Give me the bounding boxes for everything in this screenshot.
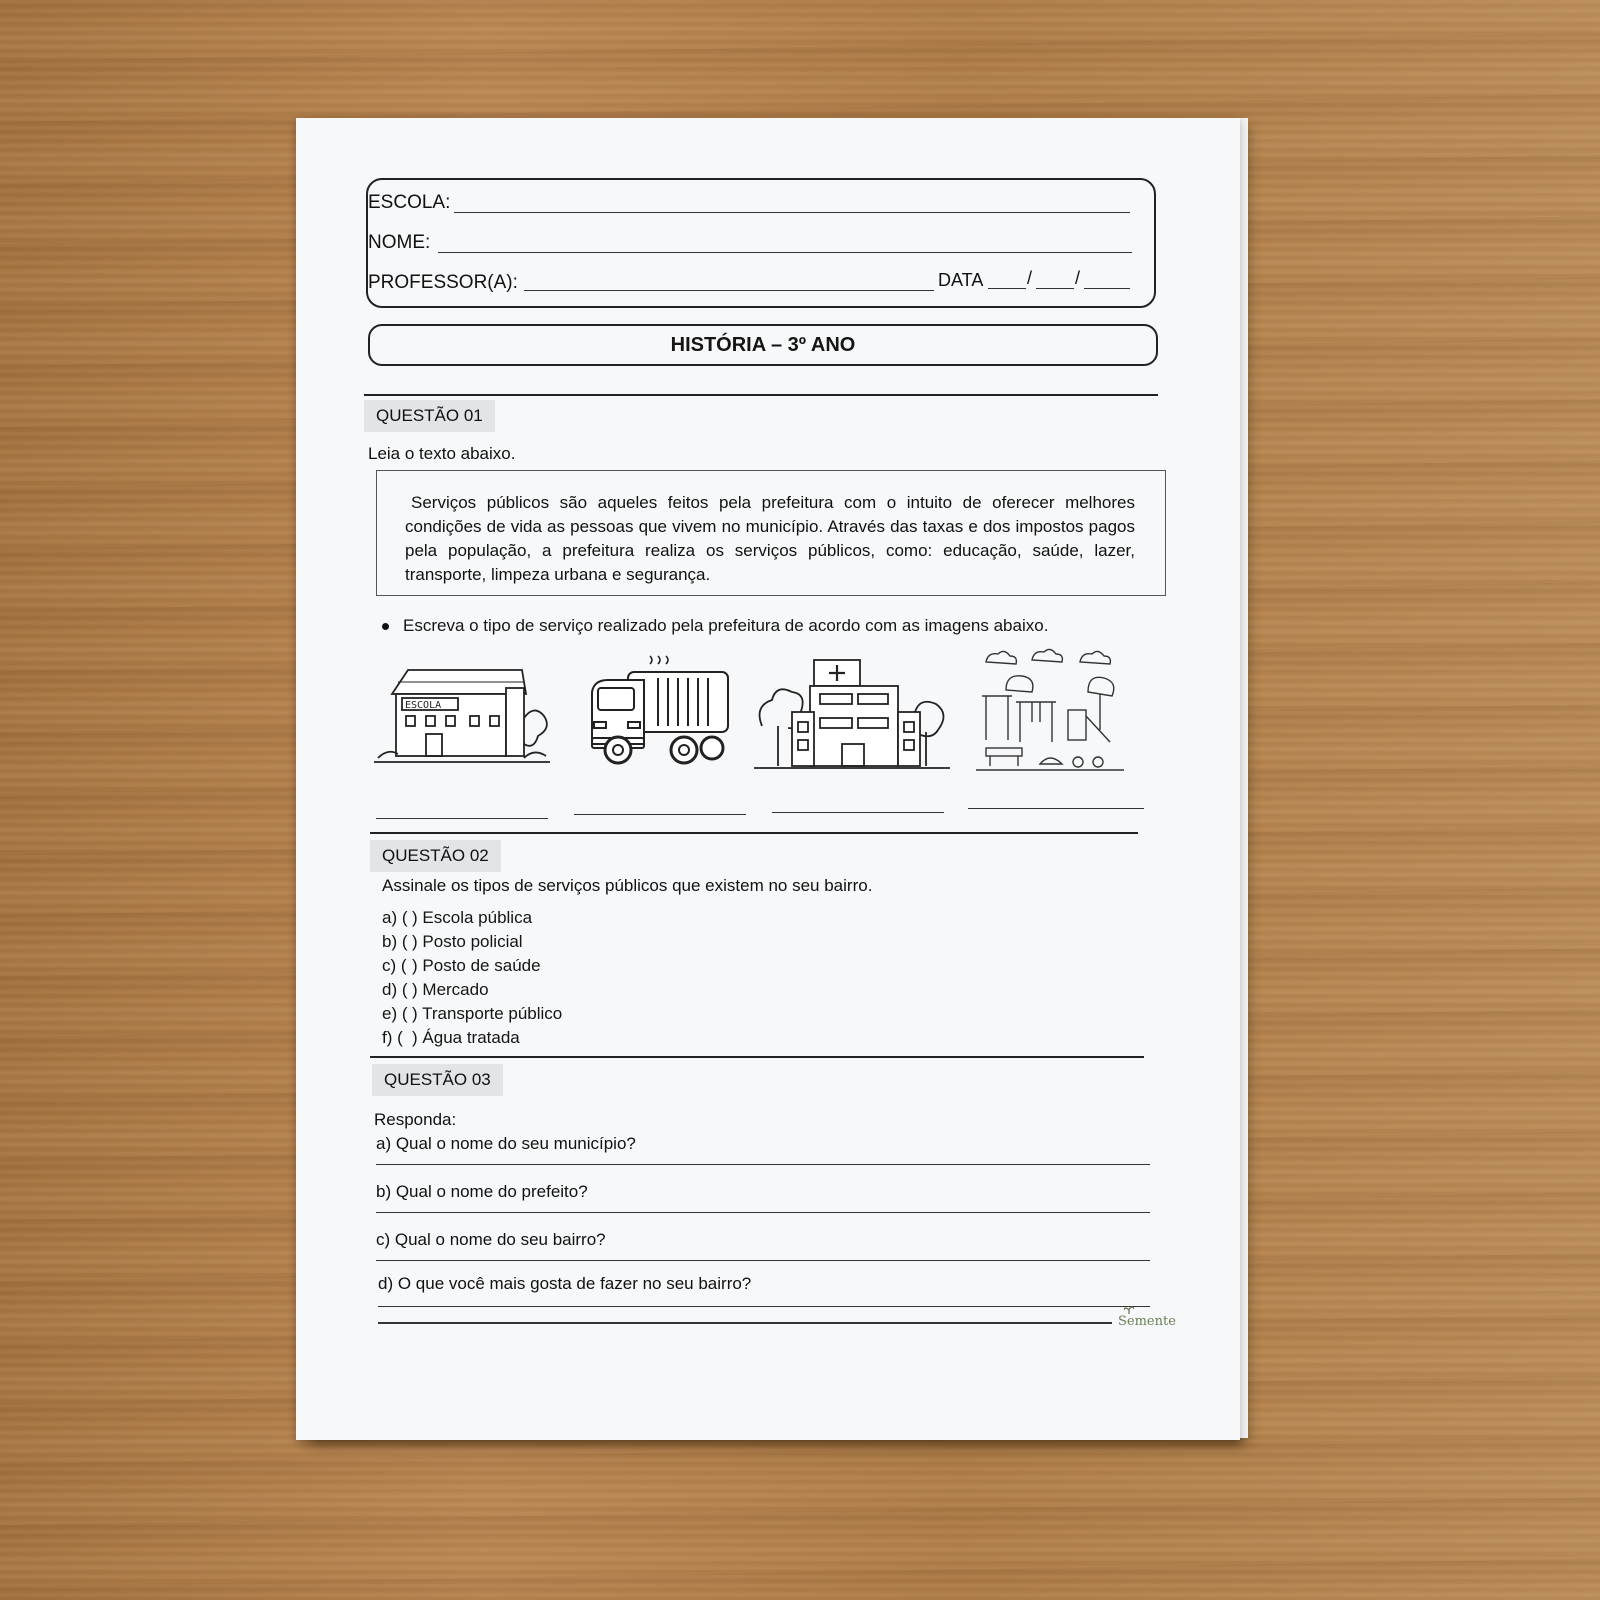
date-slash: / xyxy=(1027,268,1033,288)
question-01-tag: QUESTÃO 01 xyxy=(364,400,495,432)
option-d[interactable] xyxy=(382,980,489,1000)
answer-line-4[interactable] xyxy=(968,808,1144,809)
nome-label: NOME: xyxy=(368,232,431,253)
question-01-intro: Leia o texto abaixo. xyxy=(368,444,516,463)
question-01-instruction xyxy=(382,616,1048,636)
garbage-truck-illustration xyxy=(588,652,738,770)
date-year-field[interactable] xyxy=(1084,288,1130,289)
question-03-tag: QUESTÃO 03 xyxy=(372,1064,503,1096)
nome-field[interactable] xyxy=(438,252,1132,253)
question-03-c: c) Qual o nome do seu bairro? xyxy=(376,1230,606,1249)
bullet-icon xyxy=(382,623,389,630)
option-paren-close: ) xyxy=(412,956,418,975)
question-03-d: d) O que você mais gosta de fazer no seu bairro? xyxy=(378,1274,752,1293)
question-03-a: a) Qual o nome do seu município? xyxy=(376,1134,636,1153)
option-a[interactable] xyxy=(382,908,532,928)
option-c[interactable] xyxy=(382,956,541,976)
answer-line-2[interactable] xyxy=(574,814,746,815)
answer-line-1[interactable] xyxy=(376,818,548,819)
subject-title-box xyxy=(368,324,1158,366)
option-paren-close: ) xyxy=(412,908,418,927)
option-text: Água tratada xyxy=(422,1028,520,1047)
option-paren-close: ) xyxy=(412,980,418,999)
reading-text-box xyxy=(376,470,1166,596)
professor-field[interactable] xyxy=(524,290,934,291)
option-paren-close: ) xyxy=(412,1004,418,1023)
school-illustration xyxy=(374,658,550,770)
subject-title: HISTÓRIA – 3º ANO xyxy=(670,333,856,356)
option-e[interactable] xyxy=(382,1004,562,1024)
question-03-b: b) Qual o nome do prefeito? xyxy=(376,1182,588,1201)
option-text: Mercado xyxy=(422,980,489,999)
option-text: Escola pública xyxy=(422,908,533,927)
escola-field[interactable] xyxy=(454,212,1130,213)
professor-label: PROFESSOR(A): xyxy=(368,272,518,293)
option-text: Transporte público xyxy=(422,1004,563,1023)
hospital-illustration xyxy=(754,656,950,774)
answer-line-c[interactable] xyxy=(376,1260,1150,1261)
date-slash: / xyxy=(1075,268,1081,288)
answer-line-3[interactable] xyxy=(772,812,944,813)
option-text: Posto policial xyxy=(422,932,523,951)
brand-logo: Semente xyxy=(1118,1314,1176,1329)
section-divider xyxy=(364,394,1158,396)
section-divider xyxy=(370,832,1138,834)
option-letter: d) ( xyxy=(382,980,408,999)
question-02-intro: Assinale os tipos de serviços públicos que existem no seu bairro. xyxy=(382,876,873,895)
question-02-tag: QUESTÃO 02 xyxy=(370,840,501,872)
date-month-field[interactable] xyxy=(1036,288,1074,289)
date-day-field[interactable] xyxy=(988,288,1026,289)
data-label: DATA xyxy=(938,270,984,290)
option-paren-close: ) xyxy=(412,932,418,951)
escola-label: ESCOLA: xyxy=(368,192,451,213)
answer-line-b[interactable] xyxy=(376,1212,1150,1213)
option-f[interactable] xyxy=(382,1028,520,1048)
option-letter: e) ( xyxy=(382,1004,408,1023)
reading-text: Serviços públicos são aqueles feitos pela prefeitura com o intuito de oferecer melhores condições de vida as pessoas que vivem no município. Através das taxas e dos impostos pagos pela população, a prefeitura realiza os serviços públicos, como: educação, saúde, lazer, transporte, limpeza urbana e segurança. xyxy=(405,493,1135,584)
answer-line-d[interactable] xyxy=(378,1306,1150,1307)
seedling-icon xyxy=(1124,1306,1134,1314)
option-b[interactable] xyxy=(382,932,523,952)
option-letter: f) ( xyxy=(382,1028,403,1047)
worksheet-page xyxy=(296,118,1240,1440)
answer-line-a[interactable] xyxy=(376,1164,1150,1165)
option-paren-close: ) xyxy=(412,1028,418,1047)
answer-line-d2[interactable] xyxy=(378,1322,1112,1324)
option-letter: a) ( xyxy=(382,908,408,927)
section-divider xyxy=(370,1056,1144,1058)
park-illustration xyxy=(976,646,1124,776)
option-letter: b) ( xyxy=(382,932,408,951)
option-letter: c) ( xyxy=(382,956,407,975)
svg-text:ESCOLA: ESCOLA xyxy=(405,700,442,711)
option-text: Posto de saúde xyxy=(422,956,541,975)
question-03-intro: Responda: xyxy=(374,1110,457,1129)
instruction-text: Escreva o tipo de serviço realizado pela prefeitura de acordo com as imagens abaixo. xyxy=(403,616,1049,635)
